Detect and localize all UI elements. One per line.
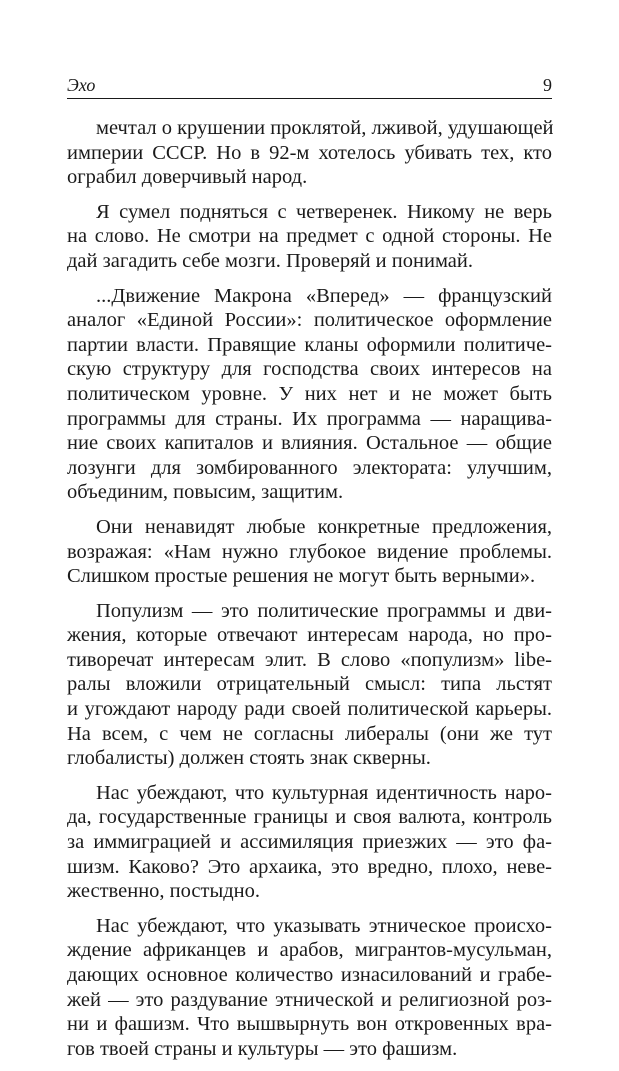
text-line: ралы вложили отрицательный смысл: типа льстят [67, 673, 552, 696]
text-line: жения, которые отвечают интересам народа, но про- [67, 624, 552, 647]
text-line: тиворечат интересам элит. В слово «популизм» libe- [67, 648, 552, 671]
text-line: на слово. Не смотри на предмет с одной стороны. Не [67, 225, 552, 248]
paragraph [67, 200, 552, 274]
text-line: партии власти. Правящие кланы оформили политиче- [67, 333, 552, 356]
text-line: программы для страны. Их программа — наращива- [67, 407, 552, 430]
text-line: мечтал о крушении проклятой, лживой, удушающей [96, 117, 554, 139]
text-line: возражая: «Нам нужно глубокое видение проблемы. [67, 540, 552, 563]
text-line: жей — это раздувание этнической и религиозной роз- [67, 988, 552, 1011]
text-line: ограбил доверчивый народ. [67, 166, 308, 189]
text-line: Нас убеждают, что культурная идентичность наро- [96, 781, 552, 804]
paragraph [67, 914, 552, 1062]
body-text [67, 116, 552, 1071]
text-line: Слишком простые решения не могут быть верными». [67, 565, 536, 588]
page-number: 9 [543, 75, 552, 95]
text-line: да, государственные границы и своя валюта, контроль [67, 806, 552, 829]
text-line: империи СССР. Но в 92-м хотелось убивать тех, кто [67, 141, 552, 164]
text-line: дай загадить себе мозги. Проверяй и понимай. [67, 249, 473, 272]
text-line: Нас убеждают, что указывать этническое происхо- [96, 914, 552, 937]
text-line: политическом уровне. У них нет и не может быть [67, 382, 552, 405]
text-line: Я сумел подняться с четверенек. Никому не верь [96, 200, 552, 223]
text-line: глобалисты) должен стоять знак скверны. [67, 747, 431, 770]
text-line: дающих основное количество изнасилований и грабе- [67, 964, 552, 986]
text-line: жественно, постыдно. [67, 880, 260, 903]
text-line: ...Движение Макрона «Вперед» — французский [96, 284, 552, 307]
text-line: ни и фашизм. Что вышвырнуть вон откровенных вра- [67, 1013, 552, 1036]
paragraph [67, 515, 552, 589]
text-line: На всем, с чем не согласны либералы (они же тут [67, 722, 552, 745]
text-line: аналог «Единой России»: политическое оформление [67, 309, 552, 332]
running-title: Эхо [67, 75, 96, 95]
text-line: за иммиграцией и ассимиляция приезжих — это фа- [67, 831, 552, 854]
paragraph [67, 284, 552, 505]
paragraph [67, 116, 552, 190]
text-line: скую структуру для господства своих интересов на [67, 358, 552, 381]
text-line: ние своих капиталов и влияния. Остальное — общие [67, 432, 552, 455]
text-line: лозунги для зомбированного электората: улучшим, [67, 456, 552, 479]
text-line: ждение африканцев и арабов, мигрантов-мусульман, [67, 939, 552, 962]
paragraph [67, 781, 552, 904]
paragraph [67, 599, 552, 771]
text-line: объединим, повысим, защитим. [67, 481, 344, 504]
text-line: шизм. Каково? Это архаика, это вредно, плохо, неве- [67, 855, 552, 878]
text-line: гов твоей страны и культуры — это фашизм. [67, 1037, 458, 1060]
text-line: и угождают народу ради своей политической карьеры. [67, 698, 552, 721]
text-line: Они ненавидят любые конкретные предложения, [96, 515, 552, 538]
text-line: Популизм — это политические программы и дви- [96, 599, 552, 622]
running-header [67, 74, 552, 99]
